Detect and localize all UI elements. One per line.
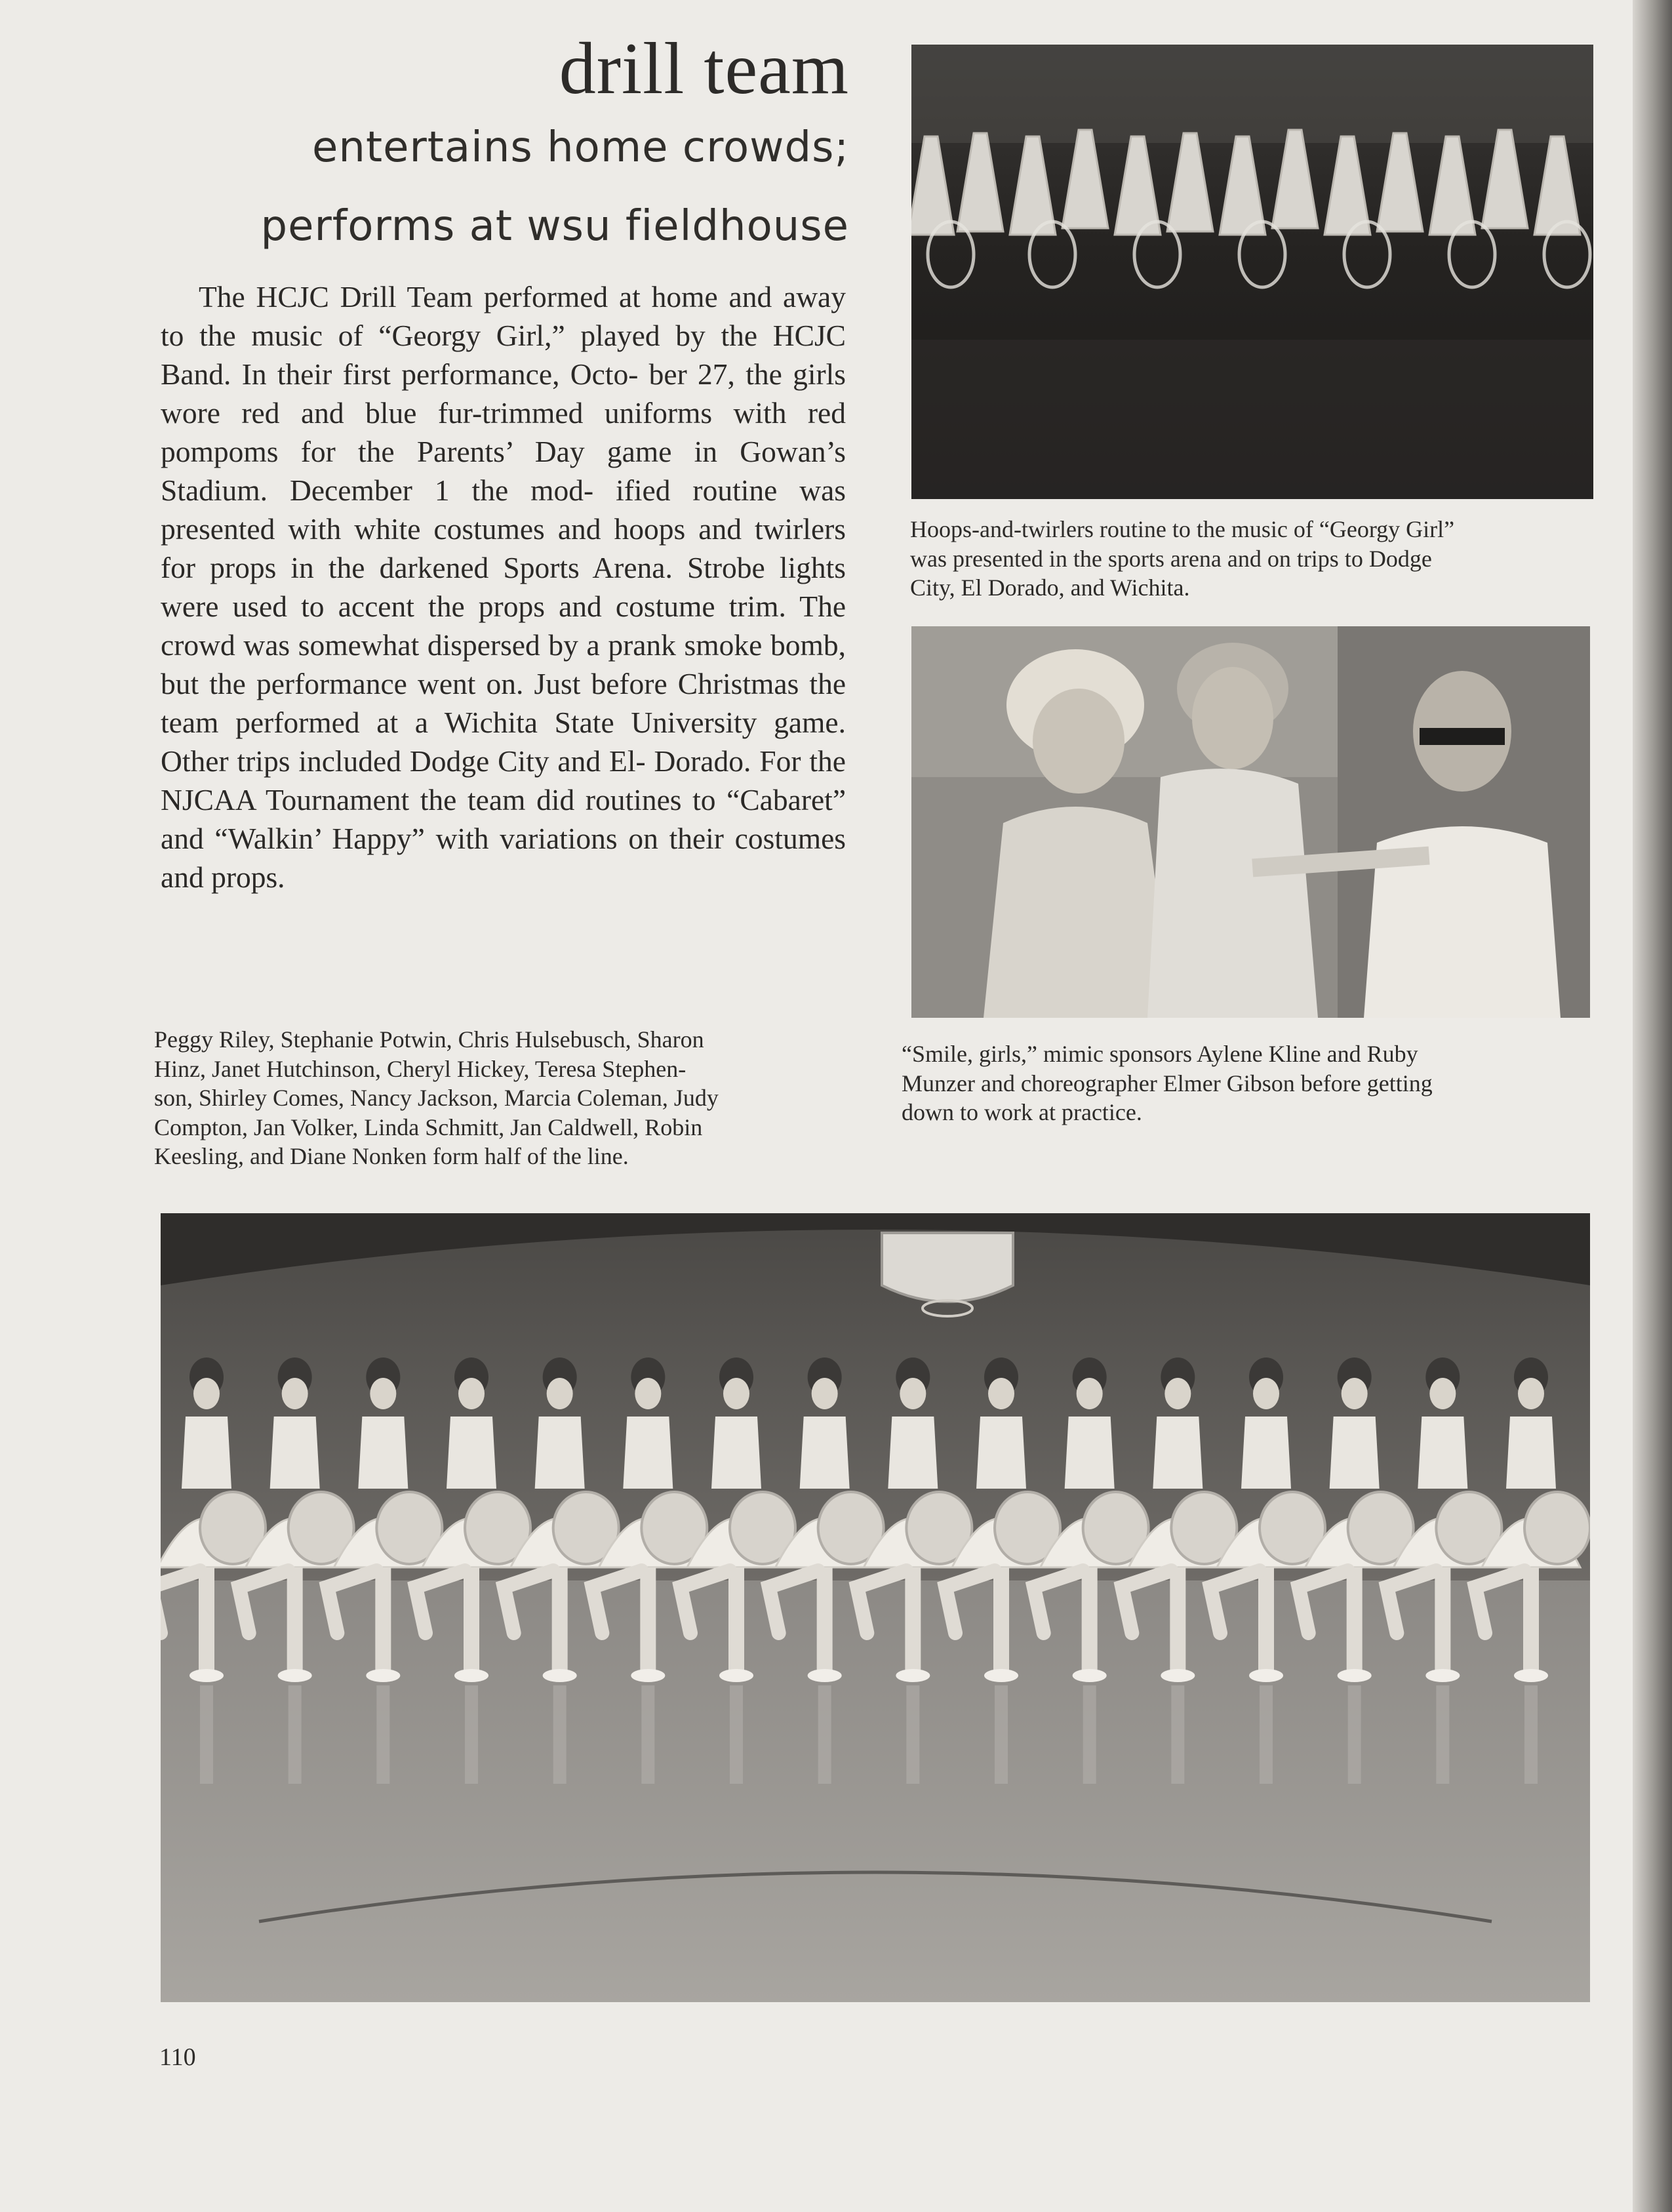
sponsors-and-choreographer-photo	[911, 626, 1590, 1018]
sponsors-photo-caption	[902, 1039, 1589, 1127]
article-line: away to the music of “Georgy Girl,” played by	[161, 280, 846, 352]
article-line: uniforms with red pompoms for the Parents’ Day	[161, 396, 846, 468]
article-line: somewhat dispersed by a prank smoke bomb, but	[161, 628, 846, 700]
caption-line: was presented in the sports arena and on trips to Dodge	[910, 545, 1432, 572]
article-line: with variations on their costumes and props.	[161, 822, 846, 894]
article-line: the performance went on. Just before Christmas	[209, 667, 799, 700]
caption-line: “Smile, girls,” mimic sponsors Aylene Kline and Ruby	[902, 1041, 1418, 1067]
article-body	[161, 277, 846, 896]
article-line: ified routine was presented with white costumes	[161, 473, 846, 546]
article-paragraph	[161, 277, 846, 896]
caption-line: Munzer and choreographer Elmer Gibson before getting	[902, 1070, 1433, 1096]
article-line: game. Other trips included Dodge City and El-	[161, 706, 846, 778]
hoops-and-twirlers-routine-photo	[911, 45, 1593, 499]
article-line: Dorado. For the NJCAA Tournament the team	[161, 744, 846, 816]
article-line: the HCJC Band. In their first performance, Octo-	[161, 319, 846, 391]
caption-line: Peggy Riley, Stephanie Potwin, Chris Hulsebusch, Sharon	[154, 1026, 704, 1053]
article-line: game in Gowan’s Stadium. December 1 the mod-	[161, 435, 846, 507]
article-line: The HCJC Drill Team performed at home and	[199, 280, 772, 313]
article-line: and hoops and twirlers for props in the darkened	[161, 512, 846, 584]
caption-line: Compton, Jan Volker, Linda Schmitt, Jan Caldwell, Robin	[154, 1114, 703, 1140]
caption-line: son, Shirley Comes, Nancy Jackson, Marcia Coleman, Judy	[154, 1085, 719, 1111]
line-photo-caption	[154, 1025, 836, 1171]
caption-line: down to work at practice.	[902, 1099, 1142, 1125]
article-line: Sports Arena. Strobe lights were used to accent	[161, 551, 846, 623]
caption-line: Hinz, Janet Hutchinson, Cheryl Hickey, Teresa Stephen-	[154, 1055, 687, 1082]
page-binding-edge	[1633, 0, 1672, 2212]
subtitle-line-1: entertains home crowds;	[312, 123, 849, 172]
article-line: ber 27, the girls wore red and blue fur-trimmed	[161, 357, 846, 430]
caption-line: Hoops-and-twirlers routine to the music of “Georgy Girl”	[910, 516, 1455, 542]
article-line: the props and costume trim. The crowd was	[161, 590, 846, 662]
subtitle-line-2: performs at wsu fieldhouse	[260, 202, 849, 251]
caption-line: Keesling, and Diane Nonken form half of the line.	[154, 1143, 629, 1169]
article-line: the team performed at a Wichita State University	[161, 667, 846, 739]
drill-team-line-photo	[161, 1213, 1590, 2002]
hoops-photo-caption	[910, 515, 1595, 603]
page-title: drill team	[559, 28, 849, 110]
page-number: 110	[159, 2043, 196, 2071]
caption-line: City, El Dorado, and Wichita.	[910, 574, 1190, 601]
article-line: did routines to “Cabaret” and “Walkin’ Happy”	[161, 783, 846, 855]
